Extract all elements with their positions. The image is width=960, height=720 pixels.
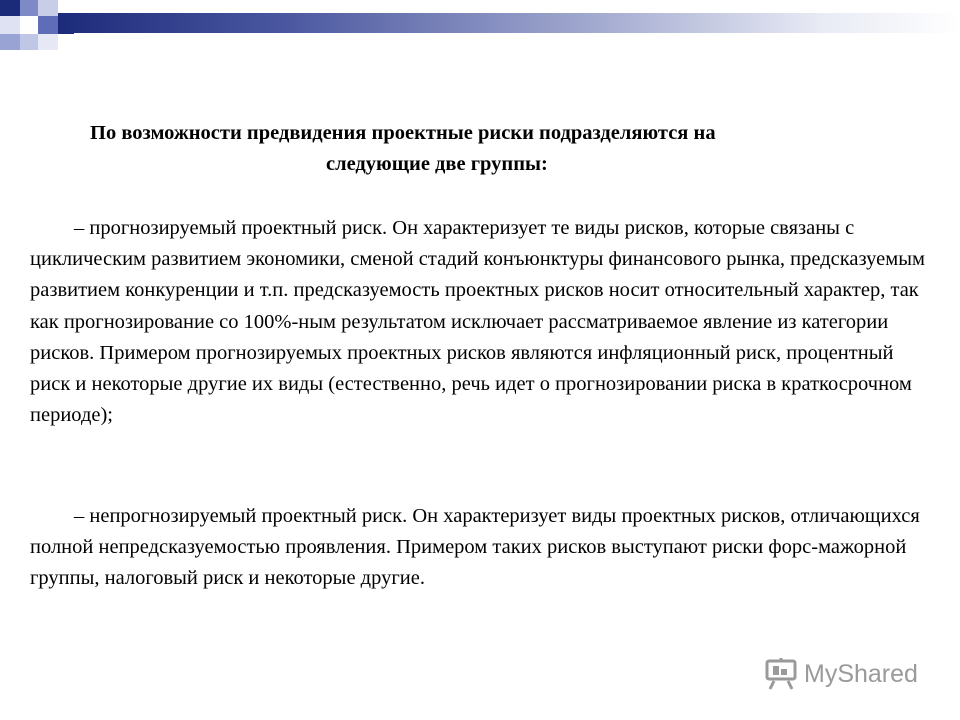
paragraph-predictable-risk: – прогнозируемый проектный риск. Он характеризует те виды рисков, которые связаны с циклическим развитием экономики, сменой стадий конъюнктуры финансового рынка, предсказуемым развитием конкуренции и т.п. предсказуемость проектных рисков носит относительный характер, так как прогнозирование со 100%-ным результатом исключает рассматриваемое явление из категории рисков. Примером прогнозируемых проектных рисков являются инфляционный риск, процентный риск и некоторые другие их виды (естественно, речь идет о прогнозировании риска в краткосрочном периоде); xyxy=(30,217,925,427)
presentation-board-icon xyxy=(764,657,798,691)
paragraph-unpredictable-risk: – непрогнозируемый проектный риск. Он характеризует виды проектных рисков, отличающихся полной непредсказуемостью проявления. Примером таких рисков выступают риски форс-мажорной группы, налоговый риск и некоторые другие. xyxy=(30,505,920,590)
decor-square xyxy=(0,0,20,16)
decor-square xyxy=(20,0,38,16)
decor-square xyxy=(0,16,20,34)
heading-line-2: следующие две группы: xyxy=(326,153,548,175)
decor-square xyxy=(20,34,38,50)
decor-square xyxy=(38,16,58,34)
decor-square xyxy=(20,16,38,34)
watermark-text: MyShared xyxy=(804,659,918,688)
slide-heading xyxy=(30,118,930,180)
decor-square xyxy=(0,34,20,50)
heading-line-1: По возможности предвидения проектные риски подразделяются на xyxy=(90,122,716,144)
decor-square xyxy=(38,0,58,16)
header-gradient-bar xyxy=(58,13,960,33)
watermark xyxy=(764,654,918,694)
decor-square xyxy=(38,34,58,50)
